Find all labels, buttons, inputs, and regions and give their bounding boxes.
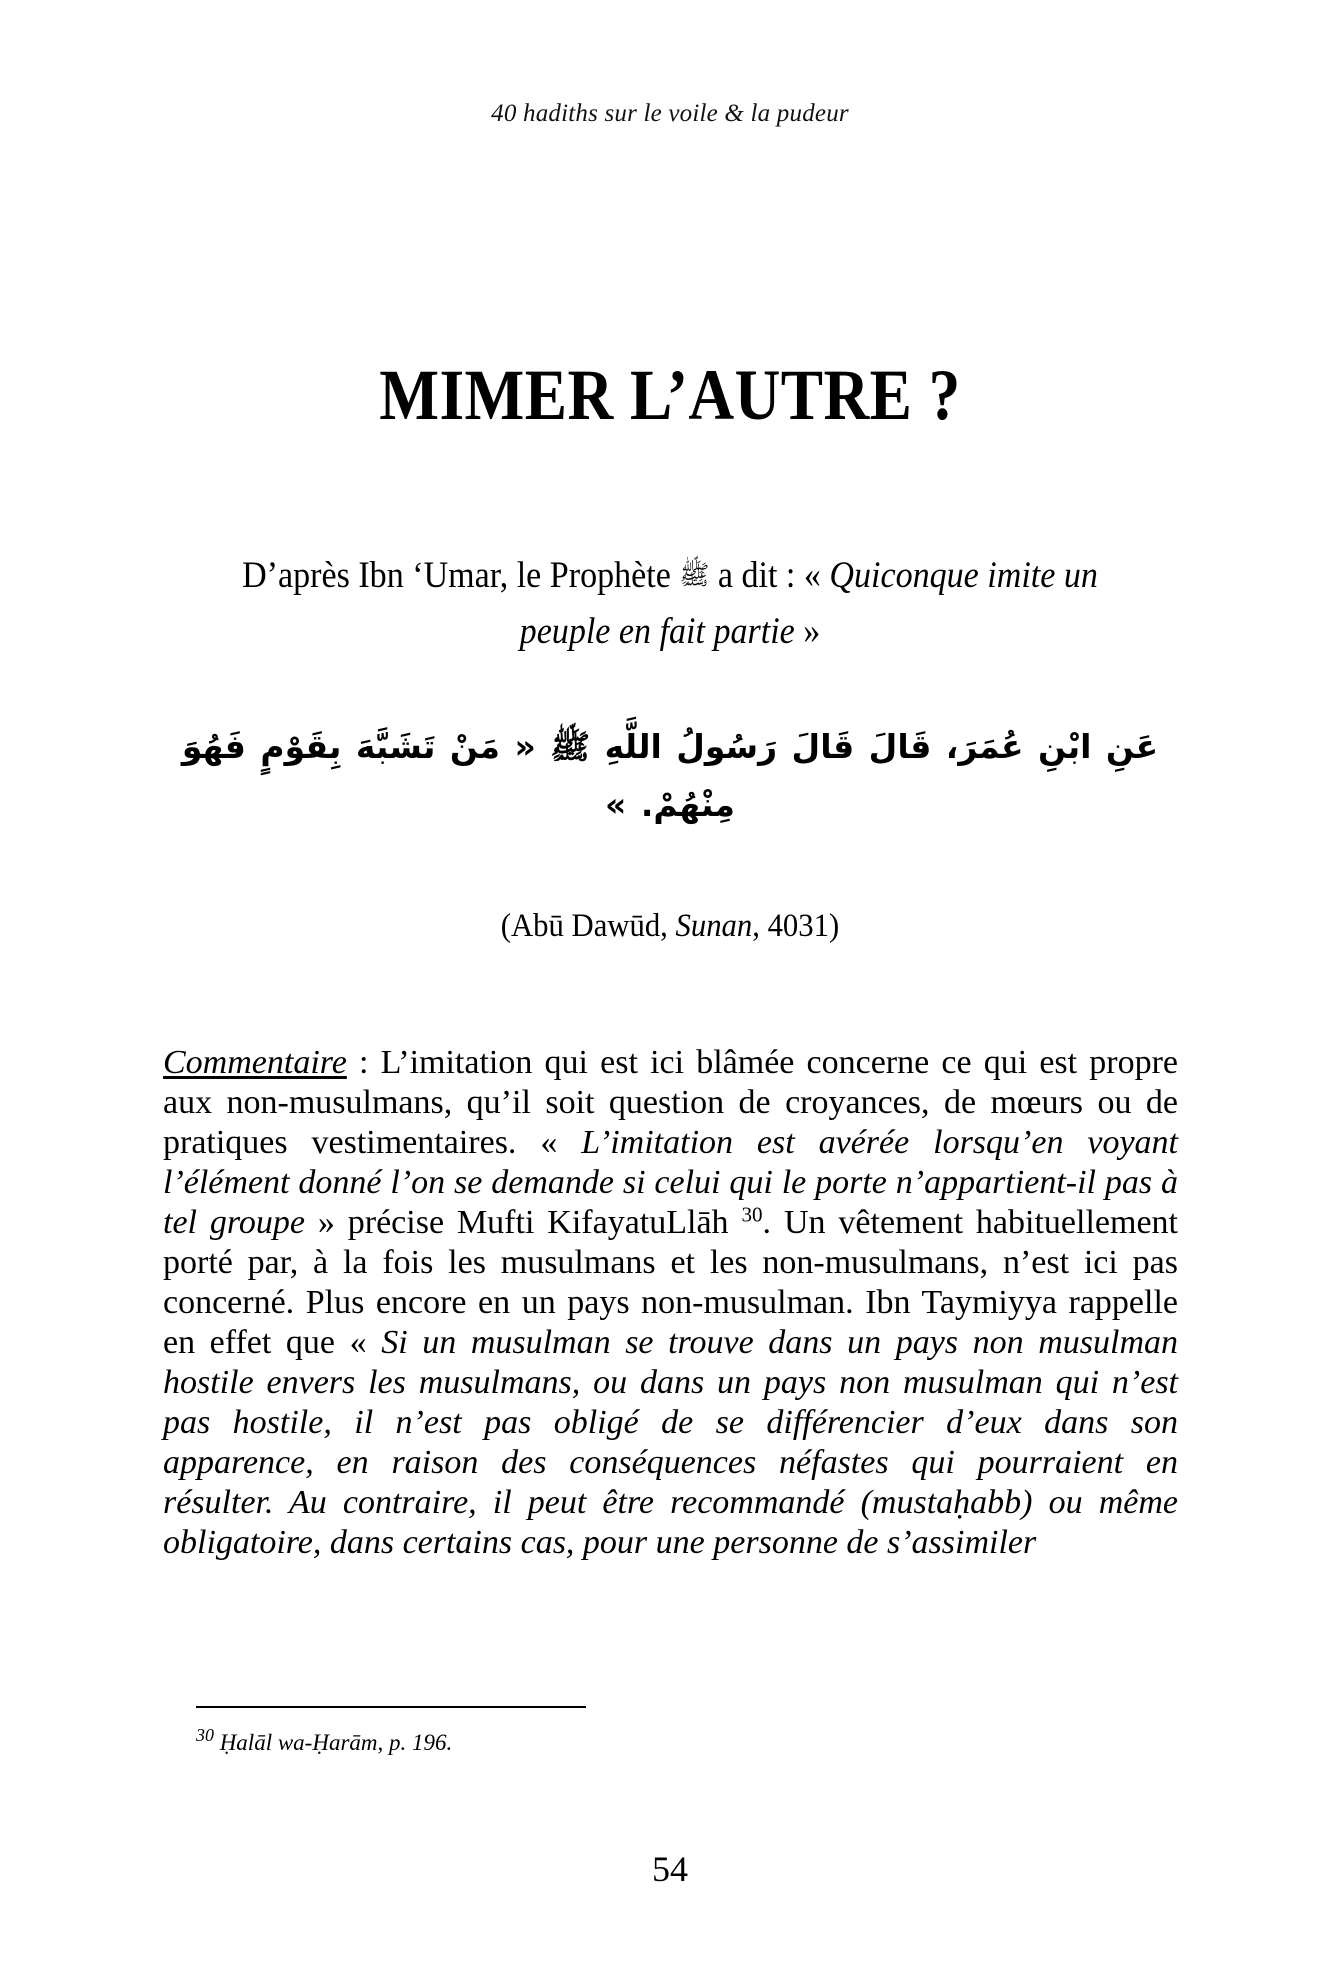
hadith-french-quote-close: » xyxy=(794,610,821,652)
commentary-quote-kifayatullah: L’imitation est avérée lorsqu’en voyant l’élément donné l’on se demande si celui qui le porte n’appartient-il pas à tel groupe xyxy=(163,1124,1178,1241)
hadith-french-intro: D’après Ibn ‘Umar, le Prophète xyxy=(242,555,680,596)
hadith-arabic: عَنِ ابْنِ عُمَرَ، قَالَ قَالَ رَسُولُ اللَّهِ ﷺ « مَنْ تَشَبَّهَ بِقَوْمٍ فَهُوَ مِنْهُمْ. » xyxy=(181,727,1159,824)
commentary-text-intro: L’imitation qui est ici blâmée concerne ce qui est propre aux non-musulmans, qu’il soit question de croyances, de mœurs ou de pratiques vestimentaires. « xyxy=(163,1044,1179,1161)
hadith-french-attribution: a dit : « xyxy=(709,555,830,596)
commentary-label: Commentaire xyxy=(163,1044,347,1081)
commentary-label-separator: : xyxy=(346,1044,381,1081)
footnote-reference-marker[interactable]: 30 xyxy=(741,1202,763,1227)
hadith-french xyxy=(208,548,1132,659)
running-header: 40 hadiths sur le voile & la pudeur xyxy=(491,100,849,127)
footnote-entry xyxy=(196,1725,996,1758)
page-number: 54 xyxy=(652,1849,688,1889)
salawat-icon: ﷺ xyxy=(679,559,710,591)
source-book-title: Sunan xyxy=(675,908,753,944)
footnote-separator-rule xyxy=(196,1706,586,1708)
commentary-quote-ibn-taymiyya: Si un musulman se trouve dans un pays non musulman hostile envers les musulmans, ou dans un pays non musulman qui n’est pas hostile, il n’est pas obligé de se différencier d’eux dans son apparence, en raison des conséquences néfastes qui pourraient en résulter. Au contraire, il peut être recommandé (mustaḥabb) ou même obligatoire, dans certains cas, pour une personne de s’assimiler xyxy=(163,1324,1178,1561)
footnote-number: 30 xyxy=(196,1725,214,1746)
commentary-text-middle: . Un vêtement habituellement porté par, à la fois les musulmans et les non-musulmans, n’est ici pas concerné. Plus encore en un pays non-musulman. Ibn Taymiyya rappelle en effet que « xyxy=(163,1204,1178,1361)
footnote-text: Ḥalāl wa-Ḥarām, p. 196. xyxy=(213,1730,453,1755)
source-open: (Abū Dawūd, xyxy=(500,908,676,944)
commentary-paragraph xyxy=(163,1043,1178,1563)
page-title: MIMER L’AUTRE ? xyxy=(379,355,961,436)
hadith-french-quote: Quiconque imite un peuple en fait partie xyxy=(519,555,1098,652)
commentary-quote-attribution: » précise Mufti KifayatuLlāh xyxy=(304,1204,742,1241)
hadith-source xyxy=(47,908,1293,945)
source-reference: , 4031) xyxy=(752,908,840,944)
